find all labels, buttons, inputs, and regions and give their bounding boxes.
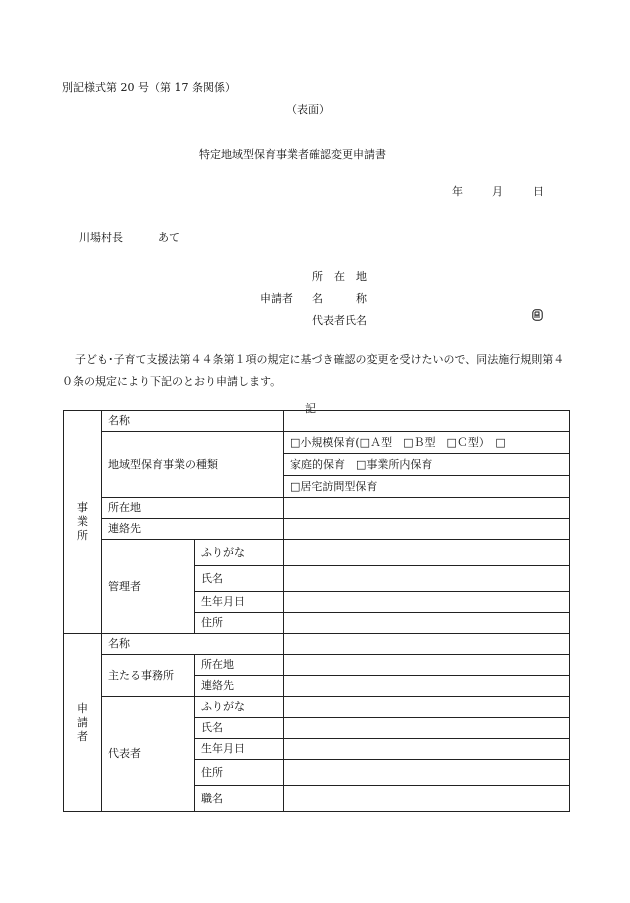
business-type-label: 地域型保育事業の種類 (102, 432, 284, 498)
record-heading: 記 (305, 402, 316, 415)
representative-residence-field[interactable] (284, 760, 570, 786)
main-office-contact-field[interactable] (284, 676, 570, 697)
applicant-name-label-cell: 名称 (102, 634, 284, 655)
main-office-address-field[interactable] (284, 655, 570, 676)
office-name-label: 名称 (102, 411, 284, 432)
office-contact-field[interactable] (284, 519, 570, 540)
main-office-address-label: 所在地 (195, 655, 284, 676)
type-option-line1[interactable]: □小規模保育(□Ａ型 □Ｂ型 □Ｃ型） □ (284, 432, 570, 454)
recipient-suffix: あて (158, 231, 180, 244)
representative-position-field[interactable] (284, 786, 570, 812)
manager-furigana-field[interactable] (284, 540, 570, 566)
recipient-name: 川場村長 (79, 231, 123, 244)
side-label: （表面） (286, 103, 330, 116)
date-day-label: 日 (533, 185, 544, 198)
office-section-label: 事業所 (64, 411, 102, 634)
manager-name-field[interactable] (284, 566, 570, 592)
applicant-name-field[interactable] (284, 634, 570, 655)
seal-icon (532, 309, 543, 321)
manager-furigana-label: ふりがな (195, 540, 284, 566)
office-contact-label: 連絡先 (102, 519, 284, 540)
manager-residence-label: 住所 (195, 613, 284, 634)
type-option-line3[interactable]: □居宅訪問型保育 (284, 476, 570, 498)
representative-label: 代表者 (102, 697, 195, 812)
manager-birthdate-label: 生年月日 (195, 592, 284, 613)
date-month-label: 月 (492, 185, 503, 198)
form-number: 別記様式第 20 号（第 17 条関係） (62, 81, 236, 94)
representative-furigana-field[interactable] (284, 697, 570, 718)
office-address-label: 所在地 (102, 498, 284, 519)
main-office-contact-label: 連絡先 (195, 676, 284, 697)
representative-birthdate-field[interactable] (284, 739, 570, 760)
representative-name-label: 代表者氏名 (312, 314, 367, 327)
applicant-address-label: 所 在 地 (312, 270, 367, 283)
applicant-label: 申請者 (260, 292, 293, 305)
application-table (63, 410, 570, 812)
representative-residence-label: 住所 (195, 760, 284, 786)
applicant-name-label: 名 称 (312, 292, 367, 305)
representative-name-field[interactable] (284, 718, 570, 739)
office-address-field[interactable] (284, 498, 570, 519)
manager-residence-field[interactable] (284, 613, 570, 634)
manager-birthdate-field[interactable] (284, 592, 570, 613)
representative-name-label-cell: 氏名 (195, 718, 284, 739)
request-statement: 子ども･子育て支援法第４４条第１項の規定に基づき確認の変更を受けたいので、同法施行規則第４０条の規定により下記のとおり申請します。 (62, 353, 565, 388)
main-office-label: 主たる事務所 (102, 655, 195, 697)
representative-birthdate-label: 生年月日 (195, 739, 284, 760)
representative-position-label: 職名 (195, 786, 284, 812)
representative-furigana-label: ふりがな (195, 697, 284, 718)
date-year-label: 年 (452, 185, 463, 198)
applicant-section-label: 申請者 (64, 634, 102, 812)
manager-label: 管理者 (102, 540, 195, 634)
office-name-field[interactable] (284, 411, 570, 432)
type-option-line2[interactable]: 家庭的保育 □事業所内保育 (284, 454, 570, 476)
document-title: 特定地域型保育事業者確認変更申請書 (199, 148, 386, 161)
manager-name-label: 氏名 (195, 566, 284, 592)
